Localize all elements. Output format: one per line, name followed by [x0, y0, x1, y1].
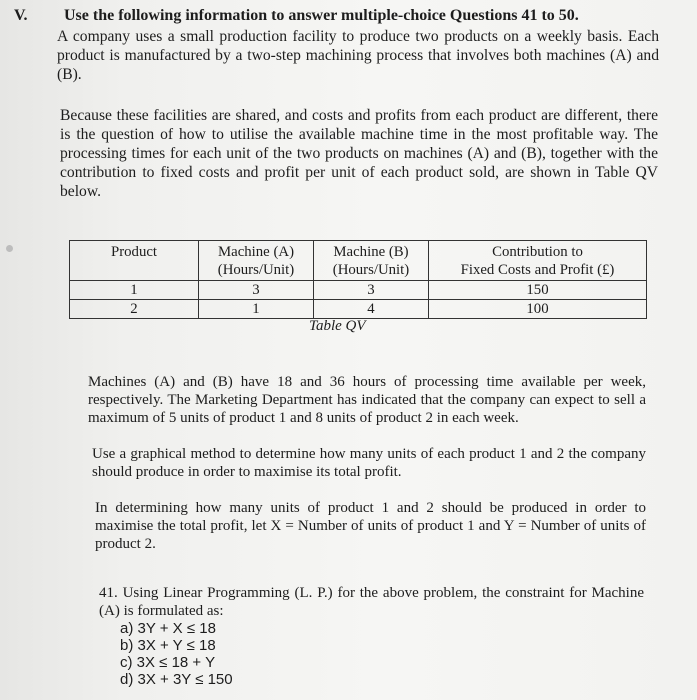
table-row: [70, 300, 647, 319]
table-row: [70, 281, 647, 300]
capacity-paragraph: Machines (A) and (B) have 18 and 36 hours of processing time available per week, respectively. The Marketing Department has indicated that the company can expect to sell a maximum of 5 units of product 1 and 8 units of product 2 in each week.: [88, 374, 646, 426]
table-qv: [69, 240, 647, 319]
method-paragraph: Use a graphical method to determine how many units of each product 1 and 2 the company should produce in order to maximise its total profit.: [92, 446, 646, 480]
margin-dot: [6, 245, 13, 252]
table-cell: 3: [314, 281, 429, 300]
variables-paragraph: In determining how many units of product 1 and 2 should be produced in order to maximise the total profit, let X = Number of units of product 1 and Y = Number of units of product 2.: [95, 500, 646, 552]
table-cell: 150: [429, 281, 647, 300]
option-b[interactable]: b) 3X + Y ≤ 18: [120, 637, 216, 654]
header-machine-b: Machine (B) (Hours/Unit): [314, 241, 429, 281]
question-41-options: [120, 620, 233, 688]
section-number: V.: [14, 7, 28, 24]
context-paragraph: Because these facilities are shared, and costs and profits from each product are different, there is the question of how to utilise the available machine time in the most profitable way. The processing times for each unit of the two products on machines (A) and (B), together with the contribution to fixed costs and profit per unit of each product sold, are shown in Table QV below.: [60, 107, 658, 200]
table-cell: 100: [429, 300, 647, 319]
table-caption: Table QV: [309, 318, 366, 334]
option-c[interactable]: c) 3X ≤ 18 + Y: [120, 654, 216, 671]
header-product: Product: [70, 241, 199, 281]
table-cell: 2: [70, 300, 199, 319]
intro-paragraph: A company uses a small production facility to produce two products on a weekly basis. Each product is manufactured by a two-step machining process that involves both machines (A) and (B).: [57, 28, 659, 83]
table-cell: 4: [314, 300, 429, 319]
question-41: 41. Using Linear Programming (L. P.) for the above problem, the constraint for Machine (A) is formulated as:: [99, 585, 644, 619]
table-cell: 3: [199, 281, 314, 300]
table-cell: 1: [199, 300, 314, 319]
table-cell: 1: [70, 281, 199, 300]
section-heading: Use the following information to answer multiple-choice Questions 41 to 50.: [64, 7, 579, 24]
table-header-row: [70, 241, 647, 281]
option-d[interactable]: d) 3X + 3Y ≤ 150: [120, 671, 233, 688]
header-contribution: Contribution to Fixed Costs and Profit (£): [429, 241, 647, 281]
option-a[interactable]: a) 3Y + X ≤ 18: [120, 620, 216, 637]
header-machine-a: Machine (A) (Hours/Unit): [199, 241, 314, 281]
